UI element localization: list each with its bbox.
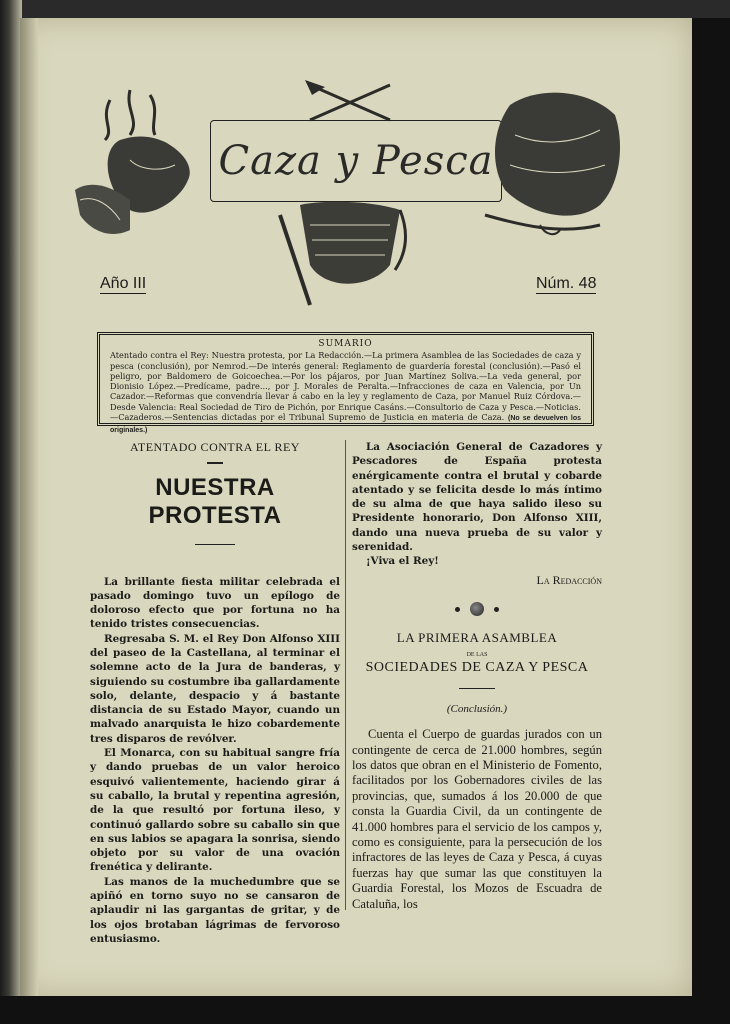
- scan-left-margin: [0, 0, 22, 1024]
- article-kicker: ATENTADO CONTRA EL REY: [130, 440, 300, 454]
- year-label: Año III: [100, 275, 147, 292]
- article-continuation: [352, 440, 602, 569]
- ornament-dot: [494, 607, 499, 612]
- article2-body: [352, 727, 602, 912]
- summary-note: (No se devuelven los originales.): [110, 415, 581, 435]
- game-bag-illustration: [270, 195, 420, 315]
- column-divider: [345, 440, 346, 910]
- newspaper-title: Caza y Pesca: [218, 138, 494, 184]
- article-signature: La Redacción: [536, 572, 602, 587]
- continuation-paragraph: La Asociación General de Cazadores y Pescadores de España protesta enérgicamente contra el brutal y cobarde atentado y se felicita desde lo más íntimo de su alma de que haya salido ileso su Presidente honorario, Don Alfonso XIII, dando una nueva prueba de su valor y serenidad.: [352, 441, 602, 554]
- article2-title: LA PRIMERA ASAMBLEA: [396, 630, 558, 646]
- right-column: [352, 440, 602, 912]
- article2-subtitle: (Conclusión.): [446, 703, 508, 716]
- summary-text: Atentado contra el Rey: Nuestra protesta, por La Redacción.—La primera Asamblea de las Sociedades de caza y pesca (conclusión), por Nemrod.—De interés general: Reglamento de guardería forestal (conclusión).—Pasó el peligro, por Baldomero de Goicoechea.—Por los pájaros, por Juan Martínez Soliva.—La veda general, por Dionisio López.—Predícame, padre..., por J. Morales de Peralta.—Infracciones de caza en Valencia, por Un Cazador.—Reformas que convendría llevar á cabo en la ley y reglamento de Caza, por Manuel Ruiz Córdova.—Desde Valencia: Real Sociedad de Tiro de Pichón, por Enrique Casáns.—Consultorio de Caza y Pesca.—Noticias.—Cazaderos.—Sentencias dictadas por el Tribunal Supremo de Justicia en materia de Caza.: [110, 350, 581, 423]
- article-paragraph: El Monarca, con su habitual sangre fría y dando pruebas de un valor heroico esquivó valientemente, haciendo girar á su caballo, la brutal y repentina agresión, de la que resultó por fortuna ileso, y continuó gallardo sobre su caballo sin que en sus labios se apagara la sonrisa, siendo objeto por su valor de una ovación frenética y delirante.: [90, 747, 340, 874]
- article-body: [90, 575, 340, 947]
- ornament-dot: [470, 602, 484, 616]
- closing-exclamation: ¡Viva el Rey!: [366, 555, 439, 568]
- scan-right-margin: [692, 18, 730, 1024]
- issue-number: Núm. 48: [536, 275, 597, 292]
- crossed-spears-illustration: [300, 75, 400, 125]
- headline-rule: [195, 544, 235, 545]
- article-paragraph: La brillante fiesta militar celebrada el pasado domingo tuvo un epílogo de doloroso efecto que por fortuna no ha tenido tristes consecuencias.: [90, 575, 340, 631]
- article-paragraph: Las manos de la muchedumbre que se apiñó en torno suyo no se cansaron de aplaudir ni las gargantas de gritar, y de los ojos brotaban lágrimas de fervoroso entusiasmo.: [90, 875, 340, 945]
- article2-title-connector: DE LAS: [466, 652, 488, 659]
- scan-bottom-margin: [0, 996, 730, 1024]
- kicker-rule: [207, 462, 223, 464]
- boar-head-illustration: [480, 75, 630, 245]
- page-binding-shadow: [20, 18, 38, 996]
- section-ornament: [352, 602, 602, 617]
- article2-title-main: SOCIEDADES DE CAZA Y PESCA: [365, 660, 589, 676]
- summary-heading: SUMARIO: [318, 339, 373, 349]
- article2-paragraph: Cuenta el Cuerpo de guardas jurados con un contingente de cerca de 21.000 hombres, según los datos que obran en el Ministerio de Fomento, facilitados por los Gobernadores civiles de las provincias, que, sumados á los 20.000 de que consta la Guardia Civil, da un contingente de 41.000 hombres para el servicio de los campos y, como es consiguiente, para la persecución de los infractores de las leyes de Caza y Pesca, á cuyas fuerzas hay que sumar las que constituyen la Guardia Forestal, los Mozos de Escuadra de Cataluña, los: [352, 727, 602, 911]
- article-paragraph: Regresaba S. M. el Rey Don Alfonso XIII del paseo de la Castellana, al terminar el solemne acto de la Jura de banderas, y siguiendo su costumbre iba gallardamente solo, delante, despacio y á bastante distancia de su Estado Mayor, cuando un malvado anarquista le hizo cobardemente tres disparos de revólver.: [90, 632, 340, 745]
- article2-rule: [459, 688, 495, 689]
- ornament-dot: [455, 607, 460, 612]
- article-headline: NUESTRA PROTESTA: [148, 473, 282, 529]
- deer-head-illustration: [70, 80, 220, 250]
- summary-box: [97, 332, 594, 435]
- left-column: [90, 440, 340, 946]
- masthead-banner: [210, 120, 502, 202]
